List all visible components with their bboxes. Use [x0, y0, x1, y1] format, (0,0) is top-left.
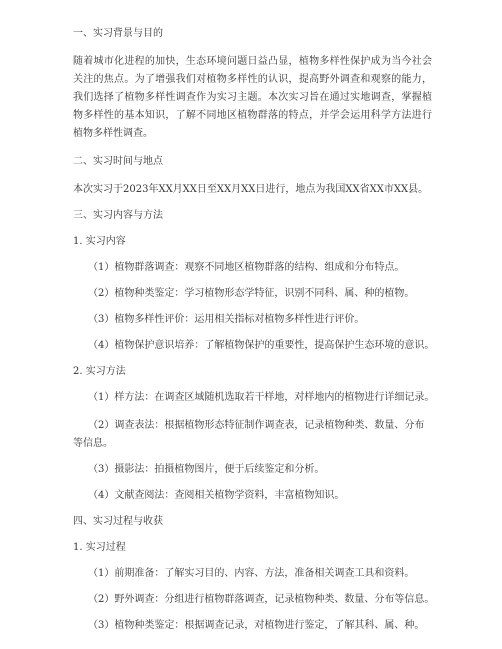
list-item: （2）野外调查：分组进行植物群落调查，记录植物种类、数量、分布等信息。 [88, 594, 435, 605]
subheading-content: 1. 实习内容 [73, 236, 126, 247]
section-heading-content-method: 三、实习内容与方法 [73, 210, 163, 221]
section-heading-time-place: 二、实习时间与地点 [73, 156, 163, 167]
list-item: （4）文献查阅法：查阅相关植物学资料，丰富植物知识。 [88, 490, 345, 501]
paragraph-background: 随着城市化进程的加快，生态环境问题日益凸显，植物多样性保护成为当今社会关注的焦点。为了增强我们对植物多样性的认识，提高野外调查和观察的能力，我们选择了植物多样性调查作为实习主题。本次实习旨在通过实地调查，掌握植物多样性的基本知识，了解不同地区植物群落的特点，并学会运用科学方法进行植物多样性调查。 [73, 56, 432, 139]
list-item: （3）植物多样性评价：运用相关指标对植物多样性进行评价。 [88, 314, 365, 325]
list-item: （2）调查表法：根据植物形态特征制作调查表，记录植物种类、数量、分布等信息。 [73, 420, 425, 449]
list-item: （1）样方法：在调查区域随机选取若干样地，对样地内的植物进行详细记录。 [88, 392, 435, 403]
paragraph-time-place: 本次实习于2023年XX月XX日至XX月XX日进行，地点为我国XX省XX市XX县。 [73, 184, 429, 195]
list-item: （4）植物保护意识培养：了解植物保护的重要性，提高保护生态环境的意识。 [88, 340, 435, 351]
subheading-process: 1. 实习过程 [73, 542, 126, 553]
subheading-method: 2. 实习方法 [73, 366, 126, 377]
list-item: （3）植物种类鉴定：根据调查记录，对植物进行鉴定，了解其科、属、种。 [88, 620, 425, 631]
section-heading-background: 一、实习背景与目的 [73, 28, 163, 39]
list-item: （3）摄影法：拍摄植物图片，便于后续鉴定和分析。 [88, 464, 325, 475]
list-item: （1）植物群落调查：观察不同地区植物群落的结构、组成和分布特点。 [88, 262, 405, 273]
section-heading-process: 四、实习过程与收获 [73, 516, 163, 527]
list-item: （2）植物种类鉴定：学习植物形态学特征，识别不同科、属、种的植物。 [88, 288, 415, 299]
list-item: （1）前期准备：了解实习目的、内容、方法，准备相关调查工具和资料。 [88, 568, 415, 579]
